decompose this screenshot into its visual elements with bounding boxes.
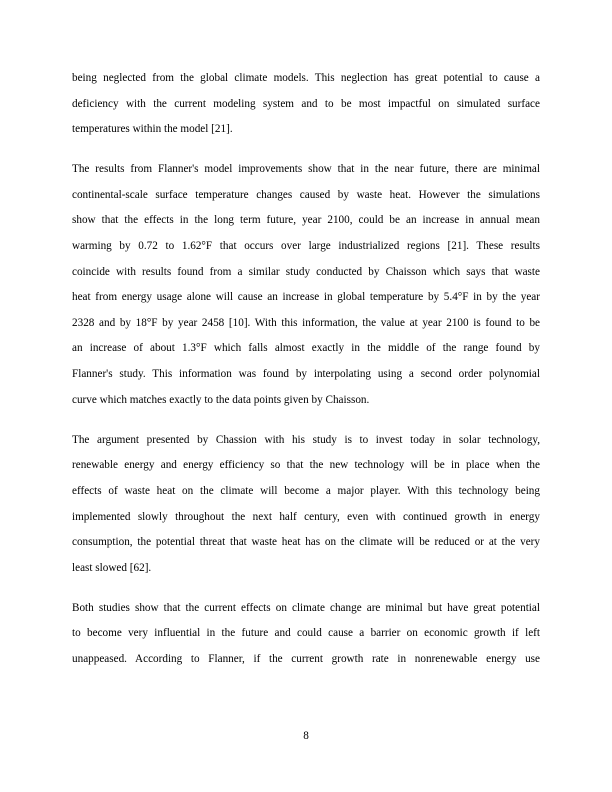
paragraph-line: renewable energy and energy efficiency so that the new technology will be in place when the <box>72 459 540 472</box>
paragraph-line: The argument presented by Chassion with his study is to invest today in solar technology, <box>72 433 540 446</box>
paragraph-line: effects of waste heat on the climate will become a major player. With this technology being <box>72 484 540 497</box>
paragraph-line: least slowed [62]. <box>72 561 152 574</box>
paragraph-line: implemented slowly throughout the next half century, even with continued growth in energy <box>72 510 540 523</box>
paragraph-1 <box>72 66 540 143</box>
paragraph-line: Flanner's study. This information was found by interpolating using a second order polynomial <box>72 368 540 381</box>
page-number: 8 <box>303 730 309 742</box>
paragraph-line: consumption, the potential threat that waste heat has on the climate will be reduced or at the very <box>72 536 540 549</box>
paragraph-line: to become very influential in the future and could cause a barrier on economic growth if left <box>72 627 540 640</box>
paragraph-line: The results from Flanner's model improvements show that in the near future, there are minimal <box>72 163 540 176</box>
paragraph-line: unappeased. According to Flanner, if the current growth rate in nonrenewable energy use <box>72 652 540 665</box>
paragraph-line: continental-scale surface temperature changes caused by waste heat. However the simulations <box>72 188 540 201</box>
paragraph-line: 2328 and by 18°F by year 2458 [10]. With this information, the value at year 2100 is found to be <box>72 316 540 329</box>
paragraph-line: heat from energy usage alone will cause an increase in global temperature by 5.4°F in by the year <box>72 291 540 304</box>
paragraph-line: coincide with results found from a similar study conducted by Chaisson which says that waste <box>72 265 540 278</box>
paragraph-line: temperatures within the model [21]. <box>72 123 233 136</box>
paragraph-line: Both studies show that the current effects on climate change are minimal but have great potential <box>72 601 540 614</box>
paragraph-line: warming by 0.72 to 1.62°F that occurs over large industrialized regions [21]. These results <box>72 240 540 253</box>
paragraph-line: being neglected from the global climate models. This neglection has great potential to cause a <box>72 72 540 84</box>
paragraph-2 <box>72 157 540 413</box>
paragraph-line: an increase of about 1.3°F which falls almost exactly in the middle of the range found by <box>72 342 540 355</box>
paragraph-3 <box>72 428 540 582</box>
paragraph-4 <box>72 596 540 673</box>
paragraph-line: deficiency with the current modeling system and to be most impactful on simulated surface <box>72 97 540 110</box>
page-body <box>72 66 540 687</box>
paragraph-line: curve which matches exactly to the data points given by Chaisson. <box>72 393 370 406</box>
paragraph-line: show that the effects in the long term future, year 2100, could be an increase in annual mean <box>72 214 540 227</box>
